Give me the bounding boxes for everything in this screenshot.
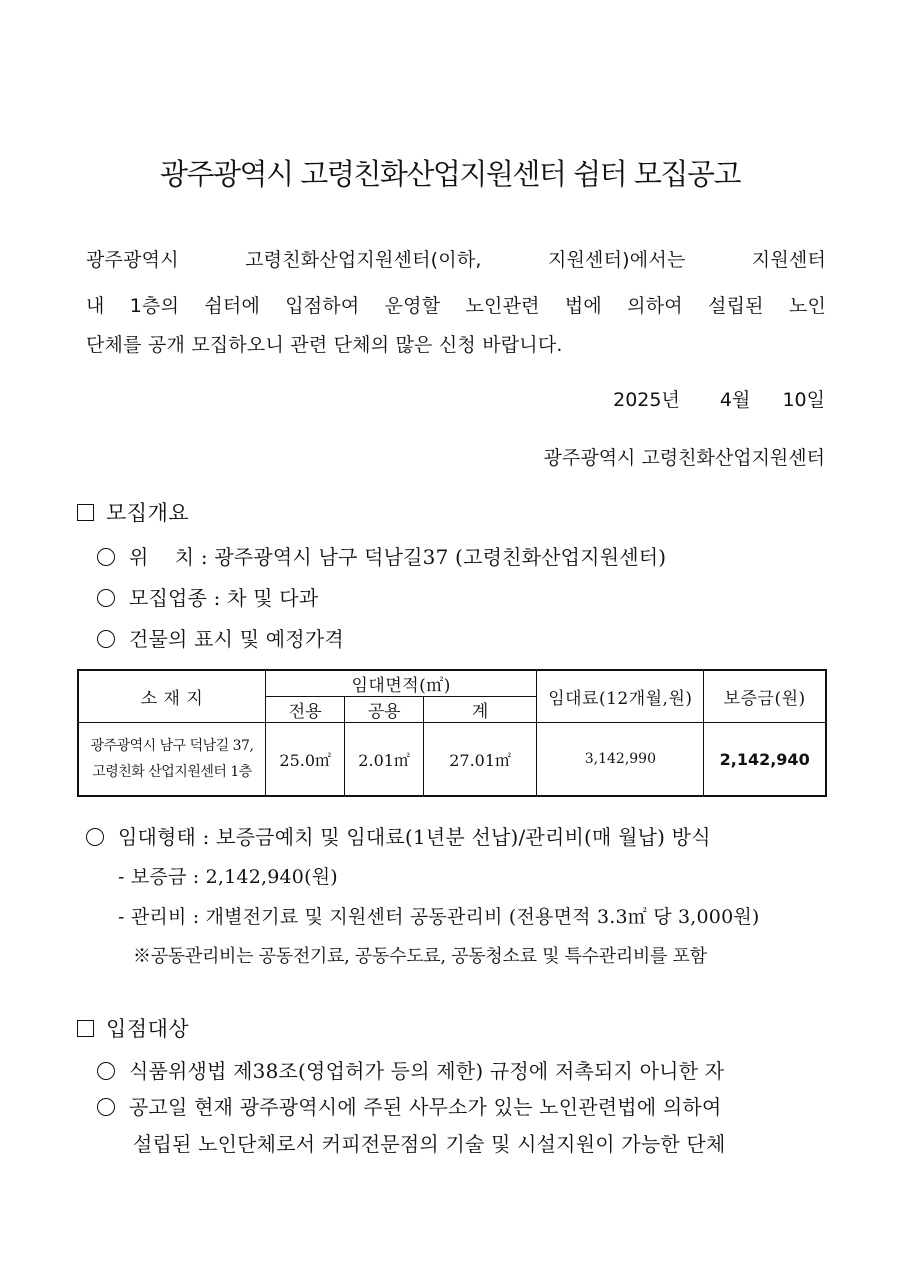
table-row <box>78 723 826 797</box>
circle-bullet-icon <box>97 548 115 566</box>
location-label: 위 치 <box>129 545 195 569</box>
cell-common: 2.01㎡ <box>345 723 423 797</box>
circle-bullet-icon <box>97 1098 115 1116</box>
circle-bullet-icon <box>97 589 115 607</box>
circle-bullet-icon <box>97 1062 115 1080</box>
deposit-line: - 보증금 : 2,142,940(원) <box>118 866 338 888</box>
location-line-1: 광주광역시 남구 덕남길 37, <box>90 738 254 754</box>
square-bullet-icon <box>77 504 94 521</box>
square-bullet-icon <box>77 1020 94 1037</box>
header-location: 소 재 지 <box>78 670 266 723</box>
cell-total: 27.01㎡ <box>423 723 537 797</box>
header-deposit: 보증금(원) <box>704 670 826 723</box>
business-label: 모집업종 <box>129 586 208 610</box>
cell-deposit: 2,142,940 <box>704 723 826 797</box>
header-total: 계 <box>423 697 537 723</box>
circle-bullet-icon <box>97 630 115 648</box>
section-heading-eligibility <box>77 1013 189 1043</box>
circle-bullet-icon <box>86 828 104 846</box>
cell-exclusive: 25.0㎡ <box>266 723 345 797</box>
cell-rent: 3,142,990 <box>537 723 704 797</box>
date-day: 10일 <box>782 389 825 411</box>
location-line-2: 고령친화 산업지원센터 1층 <box>92 764 252 780</box>
intro-line-3: 단체를 공개 모집하오니 관련 단체의 많은 신청 바랍니다. <box>86 334 563 356</box>
header-rent: 임대료(12개월,원) <box>537 670 704 723</box>
business-value: : 차 및 다과 <box>213 586 319 610</box>
rent-table <box>77 669 827 797</box>
item-business-type <box>97 582 318 611</box>
eligibility-item-1-text: 식품위생법 제38조(영업허가 등의 제한) 규정에 저촉되지 아니한 자 <box>129 1059 725 1083</box>
section-heading-text: 입점대상 <box>106 1017 190 1041</box>
header-area: 임대면적(㎡) <box>266 670 537 697</box>
management-fee-note: ※공동관리비는 공동전기료, 공동수도료, 공동청소료 및 특수관리비를 포함 <box>133 946 707 967</box>
location-value: : 광주광역시 남구 덕남길37 (고령친화산업지원센터) <box>200 545 667 569</box>
date-month: 4월 <box>719 389 751 411</box>
eligibility-item-2 <box>97 1091 721 1120</box>
table-header-row <box>78 670 826 697</box>
date-year: 2025년 <box>613 389 680 411</box>
management-fee-line: - 관리비 : 개별전기료 및 지원센터 공동관리비 (전용면적 3.3㎡ 당 3,000원) <box>118 906 760 928</box>
announcement-date <box>613 385 825 412</box>
lease-type-text: 임대형태 : 보증금예치 및 임대료(1년분 선납)/관리비(매 월납) 방식 <box>118 825 711 849</box>
section-heading-overview <box>77 497 189 527</box>
intro-line-2: 내 1층의 쉼터에 입점하여 운영할 노인관련 법에 의하여 설립된 노인 <box>86 295 826 317</box>
cell-location <box>78 723 266 797</box>
header-exclusive: 전용 <box>266 697 345 723</box>
item-building <box>97 623 344 652</box>
eligibility-item-2-line-2: 설립된 노인단체로서 커피전문점의 기술 및 시설지원이 가능한 단체 <box>133 1132 726 1156</box>
issuer: 광주광역시 고령친화산업지원센터 <box>543 447 825 469</box>
header-common: 공용 <box>345 697 423 723</box>
section-heading-text: 모집개요 <box>106 501 190 525</box>
item-location <box>97 541 666 570</box>
lease-type <box>86 821 711 850</box>
intro-line-1: 광주광역시 고령친화산업지원센터(이하, 지원센터)에서는 지원센터 <box>86 249 826 271</box>
eligibility-item-2-line-1: 공고일 현재 광주광역시에 주된 사무소가 있는 노인관련법에 의하여 <box>129 1095 722 1119</box>
page-title: 광주광역시 고령친화산업지원센터 쉼터 모집공고 <box>160 157 740 191</box>
building-text: 건물의 표시 및 예정가격 <box>129 627 344 651</box>
eligibility-item-1 <box>97 1055 724 1084</box>
